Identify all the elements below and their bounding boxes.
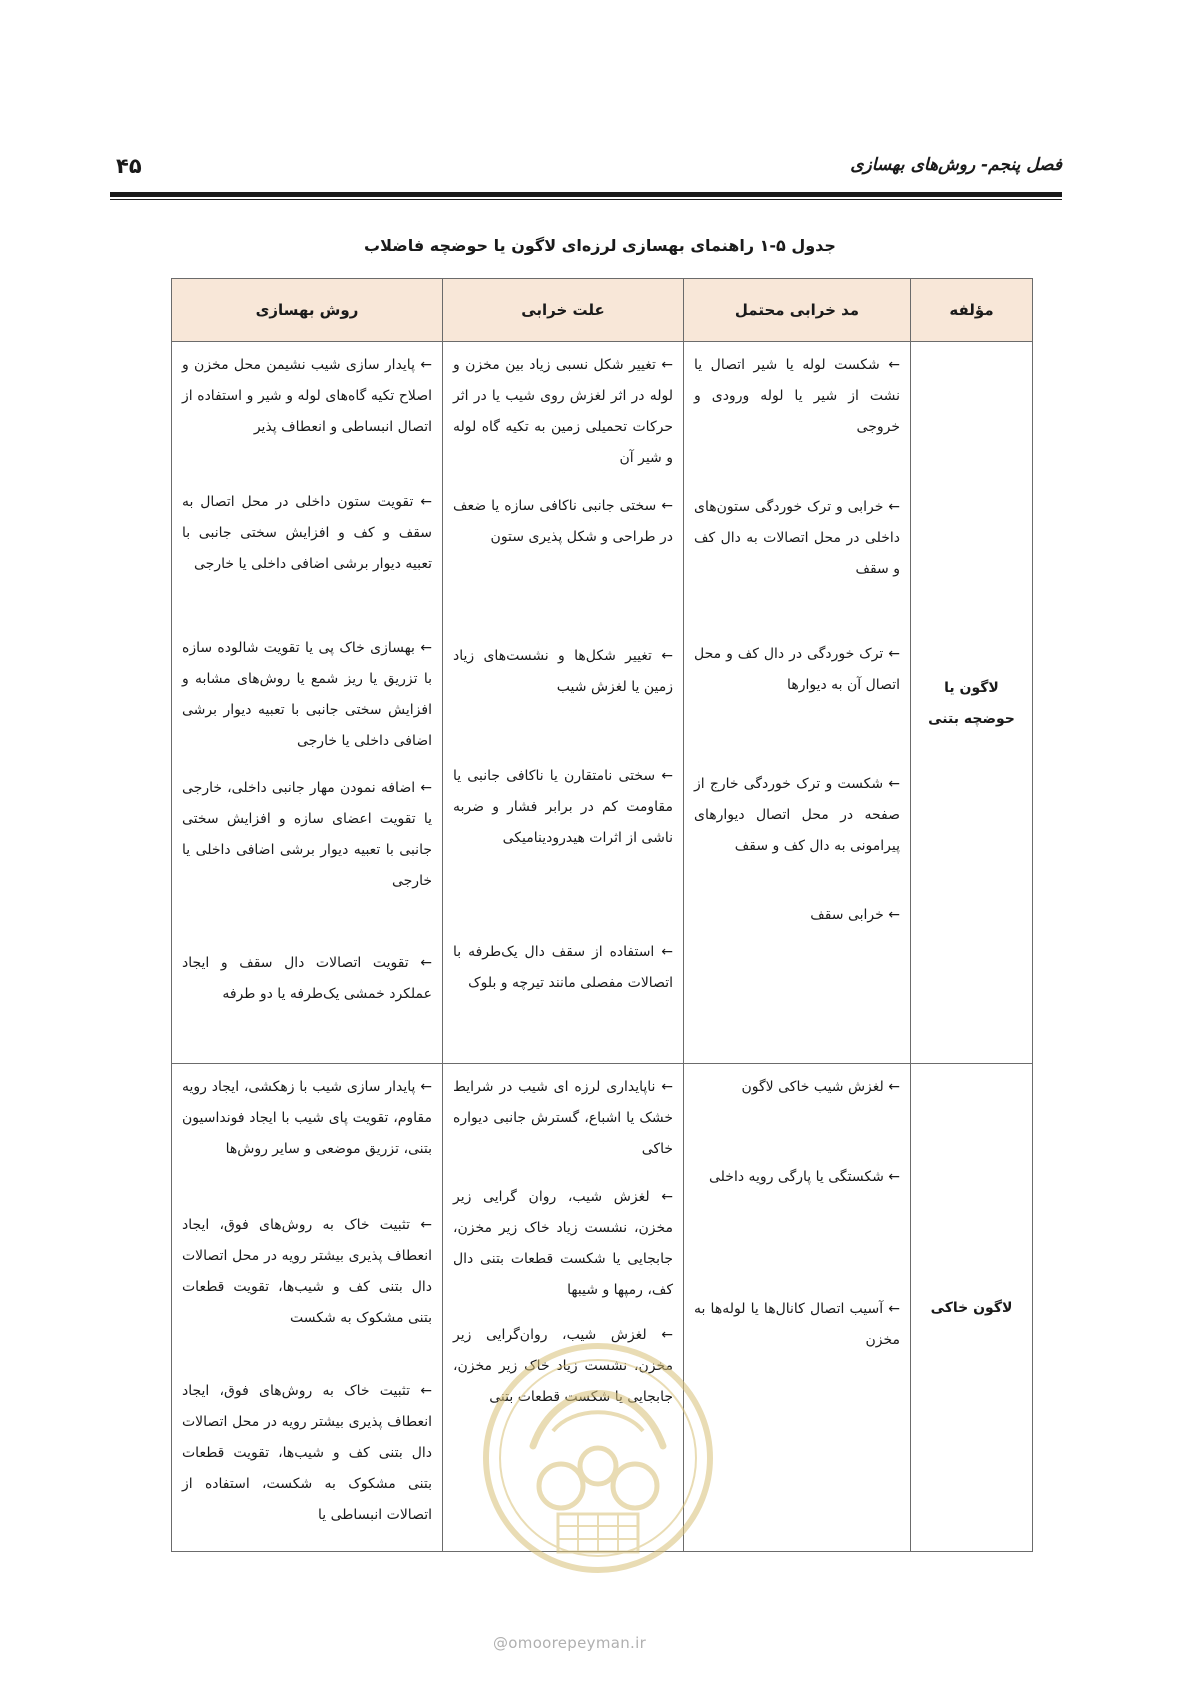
list-item: ← لغزش شیب خاکی لاگون <box>741 1079 900 1095</box>
list-item: ← شکست لوله یا شیر اتصال یا نشت از شیر یا لوله ورودی و خروجی <box>694 357 901 435</box>
arrow-icon: ← <box>661 1189 674 1205</box>
list-item: ← آسیب اتصال کانال‌ها یا لوله‌ها به مخزن <box>694 1301 900 1348</box>
header-rule-thin <box>110 199 1062 200</box>
col-header-component: مؤلفه <box>911 279 1033 342</box>
list-item: ← استفاده از سقف دال یک‌طرفه با اتصالات مفصلی مانند تیرچه و بلوک <box>453 944 673 991</box>
component-cell: لاگون خاکی <box>911 1064 1033 1552</box>
failure-mode-cell <box>684 342 911 1064</box>
publisher-seal-icon <box>473 1336 723 1581</box>
arrow-icon: ← <box>661 1079 674 1095</box>
col-header-cause: علت خرابی <box>443 279 684 342</box>
arrow-icon: ← <box>888 907 900 923</box>
retrofit-cell <box>172 1064 443 1552</box>
list-item: ← پایدار سازی شیب نشیمن محل مخزن و اصلاح تکیه گاه‌های لوله و شیر و استفاده از اتصال انبساطی و انعطاف پذیر <box>182 357 433 435</box>
arrow-icon: ← <box>661 768 673 784</box>
cause-cell <box>443 342 684 1064</box>
arrow-icon: ← <box>420 1383 432 1399</box>
list-item: ← شکستگی یا پارگی رویه داخلی <box>709 1169 900 1185</box>
arrow-icon: ← <box>420 780 432 796</box>
arrow-icon: ← <box>888 499 901 515</box>
arrow-icon: ← <box>420 640 432 656</box>
list-item: ← تثبیت خاک به روش‌های فوق، ایجاد انعطاف پذیری بیشتر رویه در محل اتصالات دال بتنی کف و شیب‌ها، تقویت قطعات بتنی مشکوک به شکست <box>182 1217 432 1326</box>
component-cell: لاگون یا حوضچه بتنی <box>911 342 1033 1064</box>
arrow-icon: ← <box>420 357 433 373</box>
table-row <box>172 342 1033 1064</box>
list-item: ← ترک خوردگی در دال کف و محل اتصال آن به دیوارها <box>694 646 900 693</box>
col-header-retrofit: روش بهسازی <box>172 279 443 342</box>
table-title: جدول ۵-۱ راهنمای بهسازی لرزه‌ای لاگون یا حوضچه فاضلاب <box>364 236 836 255</box>
page-number: ۴۵ <box>116 154 142 178</box>
arrow-icon: ← <box>420 1079 433 1095</box>
list-item: ← تقویت ستون داخلی در محل اتصال به سقف و کف و افزایش سختی جانبی با تعبیه دیوار برشی اضافی داخلی یا خارجی <box>182 494 432 572</box>
arrow-icon: ← <box>420 955 432 971</box>
arrow-icon: ← <box>661 498 674 514</box>
list-item: ← تقویت اتصالات دال سقف و ایجاد عملکرد خمشی یک‌طرفه یا دو طرفه <box>182 955 432 1002</box>
list-item: ← پایدار سازی شیب با زهکشی، ایجاد رویه مقاوم، تقویت پای شیب با ایجاد فونداسیون بتنی، تزریق موضعی و سایر روش‌ها <box>182 1079 433 1157</box>
list-item: ← شکست و ترک خوردگی خارج از صفحه در محل اتصال دیوارهای پیرامونی به دال کف و سقف <box>694 776 900 854</box>
list-item: ← بهسازی خاک پی یا تقویت شالوده سازه با تزریق یا ریز شمع یا روش‌های مشابه و افزایش سختی جانبی با تعبیه دیوار برشی اضافی داخلی یا خارجی <box>182 640 432 749</box>
list-item: ← خرابی سقف <box>810 907 900 923</box>
watermark-text: @omoorepeyman.ir <box>493 1634 647 1652</box>
list-item: ← تغییر شکل‌ها و نشست‌های زیاد زمین یا لغزش شیب <box>453 648 674 695</box>
arrow-icon: ← <box>661 1327 673 1343</box>
retrofit-cell <box>172 342 443 1064</box>
arrow-icon: ← <box>888 1301 900 1317</box>
arrow-icon: ← <box>888 646 900 662</box>
list-item: ← لغزش شیب، روان گرایی زیر مخزن، نشست زیاد خاک زیر مخزن، جابجایی یا شکست قطعات بتنی دال کف، رمپها و شیبها <box>453 1189 674 1298</box>
list-item: ← تثبیت خاک به روش‌های فوق، ایجاد انعطاف پذیری بیشتر رویه در محل اتصالات دال بتنی کف و شیب‌ها، تقویت قطعات بتنی مشکوک به شکست، استفاده از اتصالات انبساطی یا <box>182 1383 432 1523</box>
chapter-title: فصل پنجم- روش‌های بهسازی <box>850 155 1062 175</box>
arrow-icon: ← <box>661 648 674 664</box>
table-header-row <box>172 279 1033 342</box>
arrow-icon: ← <box>888 776 900 792</box>
list-item: ← تغییر شکل نسبی زیاد بین مخزن و لوله در اثر لغزش روی شیب یا در اثر حرکات تحمیلی زمین به تکیه گاه لوله و شیر آن <box>453 357 674 466</box>
col-header-failure-mode: مد خرابی محتمل <box>684 279 911 342</box>
header-rule-thick <box>110 192 1062 197</box>
arrow-icon: ← <box>888 357 901 373</box>
arrow-icon: ← <box>661 357 674 373</box>
list-item: ← لغزش شیب، روان‌گرایی زیر مخزن، نشست زیاد خاک زیر مخزن، جابجایی یا شکست قطعات بتنی <box>453 1327 673 1405</box>
list-item: ← سختی نامتقارن یا ناکافی جانبی یا مقاومت کم در برابر فشار و ضربه ناشی از اثرات هیدرودینامیکی <box>453 768 673 846</box>
list-item: ← خرابی و ترک خوردگی ستون‌های داخلی در محل اتصالات به دال کف و سقف <box>694 499 901 577</box>
arrow-icon: ← <box>420 1217 432 1233</box>
arrow-icon: ← <box>888 1079 900 1095</box>
arrow-icon: ← <box>661 944 673 960</box>
arrow-icon: ← <box>888 1169 900 1185</box>
list-item: ← ناپایداری لرزه ای شیب در شرایط خشک یا اشباع، گسترش جانبی دیواره خاکی <box>453 1079 674 1157</box>
list-item: ← سختی جانبی ناکافی سازه یا ضعف در طراحی و شکل پذیری ستون <box>453 498 674 545</box>
list-item: ← اضافه نمودن مهار جانبی داخلی، خارجی یا تقویت اعضای سازه و افزایش سختی جانبی با تعبیه دیوار برشی اضافی داخلی یا خارجی <box>182 780 432 889</box>
arrow-icon: ← <box>420 494 432 510</box>
